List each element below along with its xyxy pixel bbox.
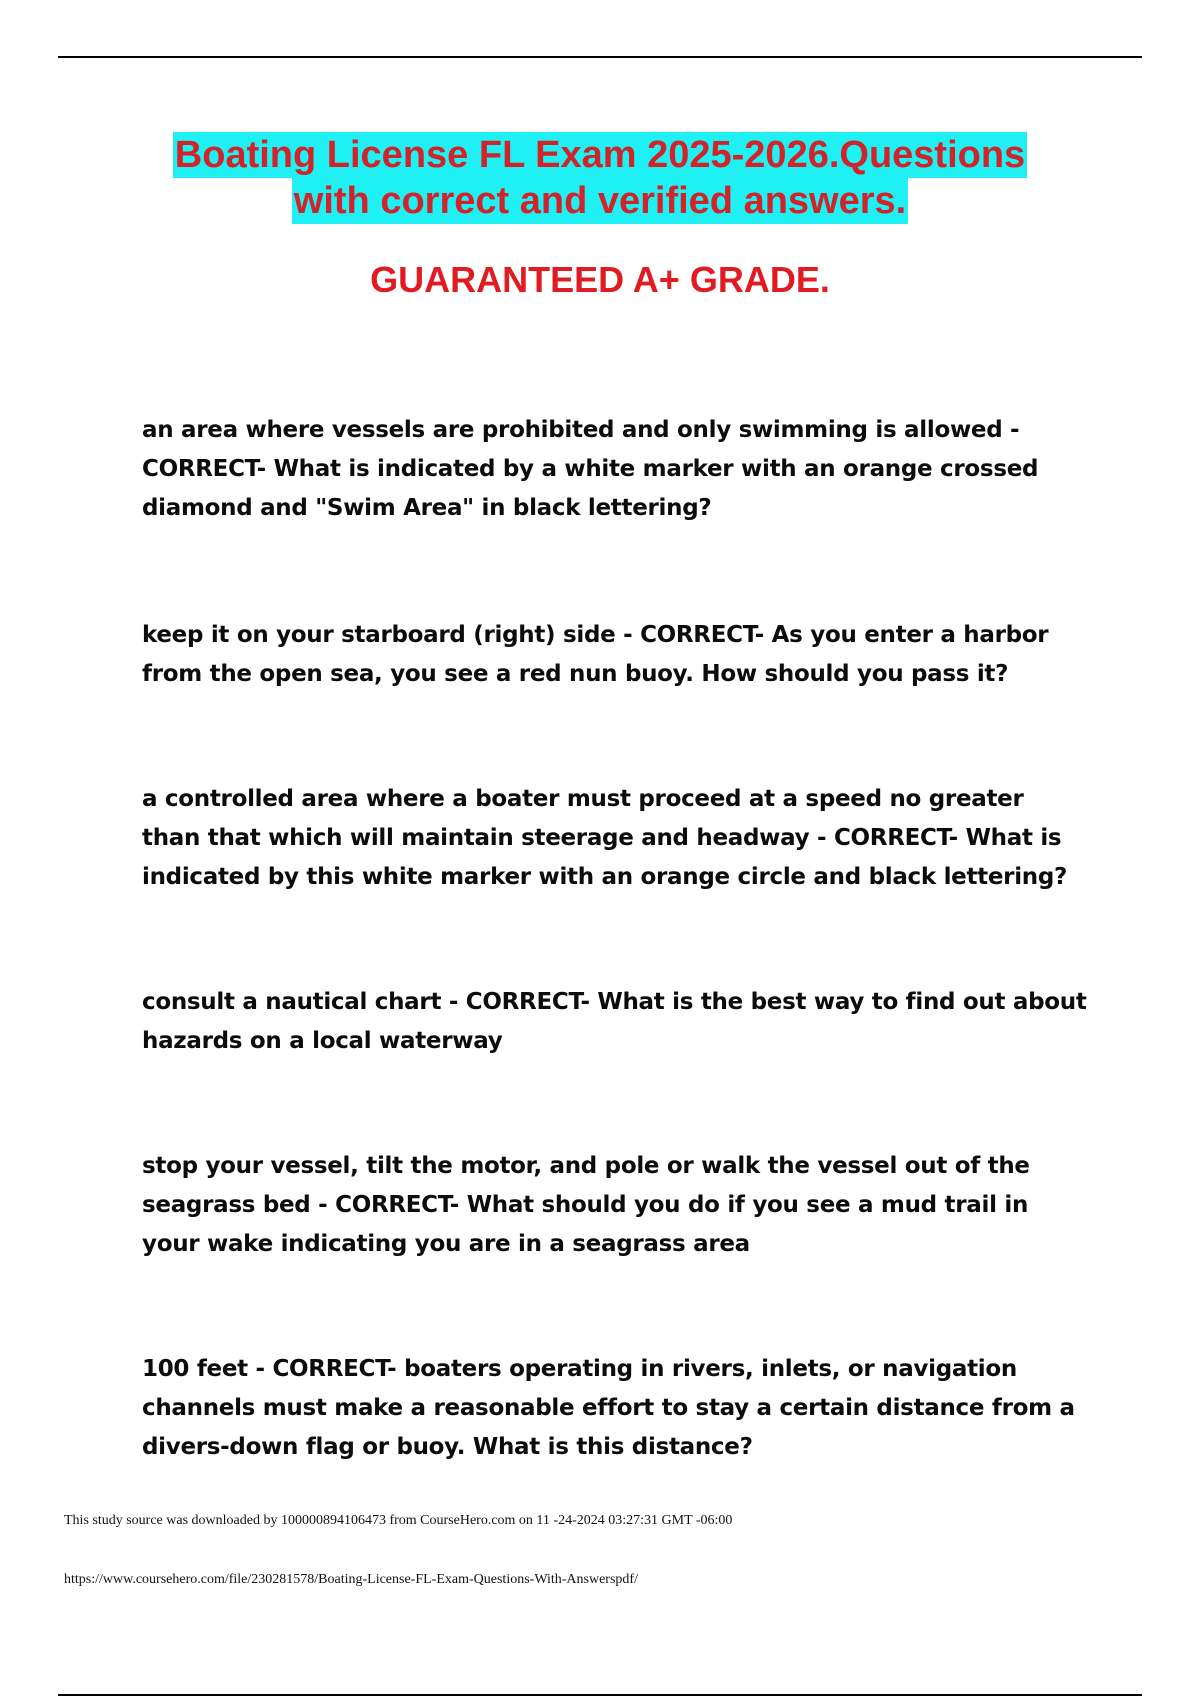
qa-item: an area where vessels are prohibited and only swimming is allowed - CORRECT- What is indicated by a white marker with an orange crossed diamond and "Swim Area" in black lettering? bbox=[142, 417, 1039, 521]
download-note: This study source was downloaded by 100000894106473 from CourseHero.com on 11 -24-2024 03:27:31 GMT -06:00 bbox=[64, 1513, 733, 1528]
top-rule bbox=[58, 56, 1142, 58]
qa-item: consult a nautical chart - CORRECT- What is the best way to find out about hazards on a local waterway bbox=[142, 989, 1087, 1054]
qa-item: keep it on your starboard (right) side - CORRECT- As you enter a harbor from the open sea, you see a red nun buoy. How should you pass it? bbox=[142, 622, 1049, 687]
guarantee-subtitle: GUARANTEED A+ GRADE. bbox=[370, 259, 830, 300]
document-title bbox=[0, 132, 1200, 224]
source-url: https://www.coursehero.com/file/230281578/Boating-License-FL-Exam-Questions-With-Answerspdf/ bbox=[64, 1572, 638, 1587]
qa-item: a controlled area where a boater must proceed at a speed no greater than that which will maintain steerage and headway - CORRECT- What is indicated by this white marker with an orange circle and black lettering? bbox=[142, 786, 1068, 890]
bottom-rule bbox=[58, 1694, 1142, 1696]
title-line-2: with correct and verified answers. bbox=[293, 180, 907, 222]
title-line-1: Boating License FL Exam 2025-2026.Questions bbox=[174, 134, 1026, 176]
qa-item: 100 feet - CORRECT- boaters operating in rivers, inlets, or navigation channels must make a reasonable effort to stay a certain distance from a divers-down flag or buoy. What is this distance? bbox=[142, 1356, 1075, 1460]
qa-item: stop your vessel, tilt the motor, and pole or walk the vessel out of the seagrass bed - CORRECT- What should you do if you see a mud trail in your wake indicating you are in a seagrass area bbox=[142, 1153, 1030, 1257]
